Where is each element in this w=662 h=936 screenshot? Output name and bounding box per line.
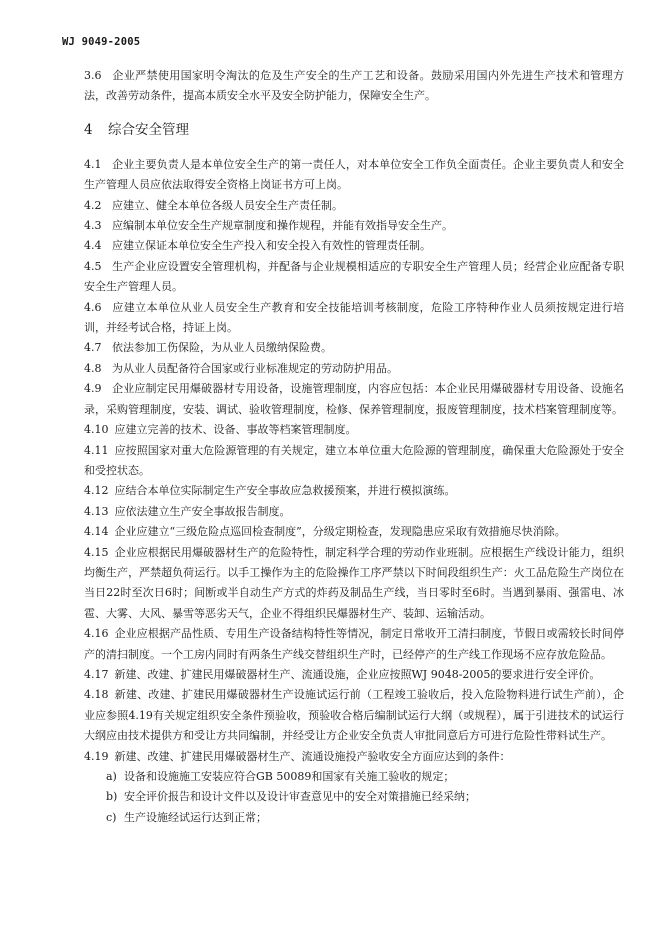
section-heading bbox=[84, 119, 624, 141]
clause-4-7 bbox=[84, 338, 624, 358]
clause-text: 应依法建立生产安全事故报告制度。 bbox=[114, 504, 291, 518]
clause-4-18 bbox=[84, 685, 624, 746]
clause-text: 企业严禁使用国家明令淘汰的危及生产安全的生产工艺和设备。鼓励采用国内外先进生产技术和管理方法，改善劳动条件，提高本质安全水平及安全防护能力，保障安全生产。 bbox=[84, 69, 624, 103]
clause-4-4 bbox=[84, 236, 624, 256]
clause-4-10 bbox=[84, 420, 624, 440]
clause-number: 4.2 bbox=[84, 198, 102, 212]
clause-text: 企业应根据民用爆破器材生产的危险特性，制定科学合理的劳动作业班制。应根据生产线设计能力，组织均衡生产，严禁超负荷运行。以手工操作为主的危险操作工序严禁以下时间段组织生产：火工品危险生产岗位在当日22时至次日6时；间断或半自动生产方式的炸药及制品生产线，当日零时至6时。当遇到暴雨、强雷电、冰雹、大雾、大风、暴雪等恶劣天气，企业不得组织民爆器材生产、装卸、运输活动。 bbox=[84, 545, 624, 620]
clause-text: 企业应制定民用爆破器材专用设备，设施管理制度，内容应包括：本企业民用爆破器材专用设备、设施名录，采购管理制度，安装、调试、验收管理制度，检修、保养管理制度，报废管理制度，技术档案管理制度等。 bbox=[84, 382, 624, 416]
clause-4-6 bbox=[84, 298, 624, 339]
clause-number: 4.15 bbox=[84, 545, 109, 559]
clause-number: 4.5 bbox=[84, 259, 102, 273]
clause-3-6 bbox=[84, 66, 624, 107]
clause-4-3 bbox=[84, 216, 624, 236]
clause-number: 4.9 bbox=[84, 382, 102, 396]
clause-number: 4.11 bbox=[84, 443, 109, 457]
clause-number: 4.18 bbox=[84, 688, 109, 702]
condition-item bbox=[84, 787, 624, 807]
clause-text: 生产企业应设置安全管理机构，并配备与企业规模相适应的专职安全生产管理人员；经营企业应配备专职安全生产管理人员。 bbox=[84, 259, 624, 294]
condition-text: 设备和设施施工安装应符合GB 50089和国家有关施工验收的规定； bbox=[124, 770, 455, 783]
condition-item bbox=[84, 767, 624, 787]
clause-text: 依法参加工伤保险，为从业人员缴纳保险费。 bbox=[112, 341, 332, 355]
clause-4-1 bbox=[84, 155, 624, 196]
clause-4-8 bbox=[84, 359, 624, 379]
clause-text: 应建立、健全本单位各级人员安全生产责任制。 bbox=[112, 198, 343, 212]
clause-4-17 bbox=[84, 665, 624, 685]
clause-list bbox=[84, 155, 624, 767]
clause-text: 新建、改建、扩建民用爆破器材生产、流通设施，企业应按照WJ 9048-2005的要求进行安全评价。 bbox=[114, 667, 601, 681]
clause-text: 应建立保证本单位安全生产投入和安全投入有效性的管理责任制。 bbox=[112, 239, 431, 253]
document-code-header: WJ 9049-2005 bbox=[62, 36, 141, 48]
clause-number: 4.7 bbox=[84, 341, 102, 355]
clause-number: 4.17 bbox=[84, 667, 109, 681]
clause-text: 新建、改建、扩建民用爆破器材生产设施试运行前（工程竣工验收后，投入危险物料进行试生产前），企业应参照4.19有关规定组织安全条件预验收，预验收合格后编制试运行大纲（或规程），属于引进技术的试运行大纲应由技术提供方和受让方共同编制，并经受让方企业安全负责人审批同意后方可进行危险性带料试生产。 bbox=[84, 688, 624, 743]
clause-number: 4.13 bbox=[84, 504, 109, 518]
clause-text: 为从业人员配备符合国家或行业标准规定的劳动防护用品。 bbox=[112, 361, 398, 375]
section-number: 4 bbox=[84, 121, 93, 138]
condition-text: 安全评价报告和设计文件以及设计审查意见中的安全对策措施已经采纳； bbox=[124, 790, 476, 804]
clause-4-14 bbox=[84, 522, 624, 542]
condition-marker: c) bbox=[106, 810, 117, 824]
clause-number: 4.8 bbox=[84, 361, 102, 375]
clause-number: 3.6 bbox=[84, 69, 102, 82]
condition-list bbox=[84, 767, 624, 828]
clause-number: 4.10 bbox=[84, 423, 109, 437]
clause-4-15 bbox=[84, 543, 624, 625]
clause-4-2 bbox=[84, 196, 624, 216]
clause-4-12 bbox=[84, 481, 624, 501]
clause-number: 4.14 bbox=[84, 525, 109, 539]
condition-text: 生产设施经试运行达到正常； bbox=[124, 810, 267, 824]
clause-number: 4.1 bbox=[84, 157, 102, 171]
clause-number: 4.3 bbox=[84, 219, 102, 233]
condition-item bbox=[84, 808, 624, 828]
clause-4-16 bbox=[84, 624, 624, 665]
clause-number: 4.12 bbox=[84, 484, 109, 498]
clause-text: 企业应根据产品性质、专用生产设备结构特性等情况，制定日常收开工清扫制度，节假日或需较长时间停产的清扫制度。一个工房内同时有两条生产线交替组织生产时，已经停产的生产线工作现场不应存放危险品。 bbox=[84, 627, 624, 661]
clause-text: 应按照国家对重大危险源管理的有关规定，建立本单位重大危险源的管理制度，确保重大危险源处于安全和受控状态。 bbox=[84, 443, 624, 477]
clause-text: 应建立本单位从业人员安全生产教育和安全技能培训考核制度，危险工序特种作业人员须按规定进行培训，并经考试合格，持证上岗。 bbox=[84, 300, 624, 335]
clause-number: 4.6 bbox=[84, 300, 102, 314]
clause-text: 企业应建立“三级危险点巡回检查制度”，分级定期检查，发现隐患应采取有效措施尽快消除。 bbox=[114, 525, 566, 539]
clause-text: 应结合本单位实际制定生产安全事故应急救援预案，并进行模拟演练。 bbox=[114, 484, 456, 498]
clause-4-11 bbox=[84, 441, 624, 482]
clause-number: 4.4 bbox=[84, 239, 102, 253]
section-title: 综合安全管理 bbox=[108, 121, 189, 138]
condition-marker: a) bbox=[106, 770, 117, 783]
clause-text: 应建立完善的技术、设备、事故等档案管理制度。 bbox=[114, 423, 357, 437]
clause-number: 4.19 bbox=[84, 749, 109, 763]
clause-4-13 bbox=[84, 502, 624, 522]
clause-4-9 bbox=[84, 379, 624, 420]
clause-4-5 bbox=[84, 257, 624, 298]
clause-text: 应编制本单位安全生产规章制度和操作规程，并能有效指导安全生产。 bbox=[112, 219, 453, 233]
clause-number: 4.16 bbox=[84, 627, 109, 641]
document-body bbox=[84, 66, 624, 828]
condition-marker: b) bbox=[106, 790, 118, 804]
clause-4-19 bbox=[84, 747, 624, 767]
clause-text: 企业主要负责人是本单位安全生产的第一责任人，对本单位安全工作负全面责任。企业主要负责人和安全生产管理人员应依法取得安全资格上岗证书方可上岗。 bbox=[84, 157, 624, 192]
clause-text: 新建、改建、扩建民用爆破器材生产、流通设施投产验收安全方面应达到的条件： bbox=[114, 749, 511, 763]
